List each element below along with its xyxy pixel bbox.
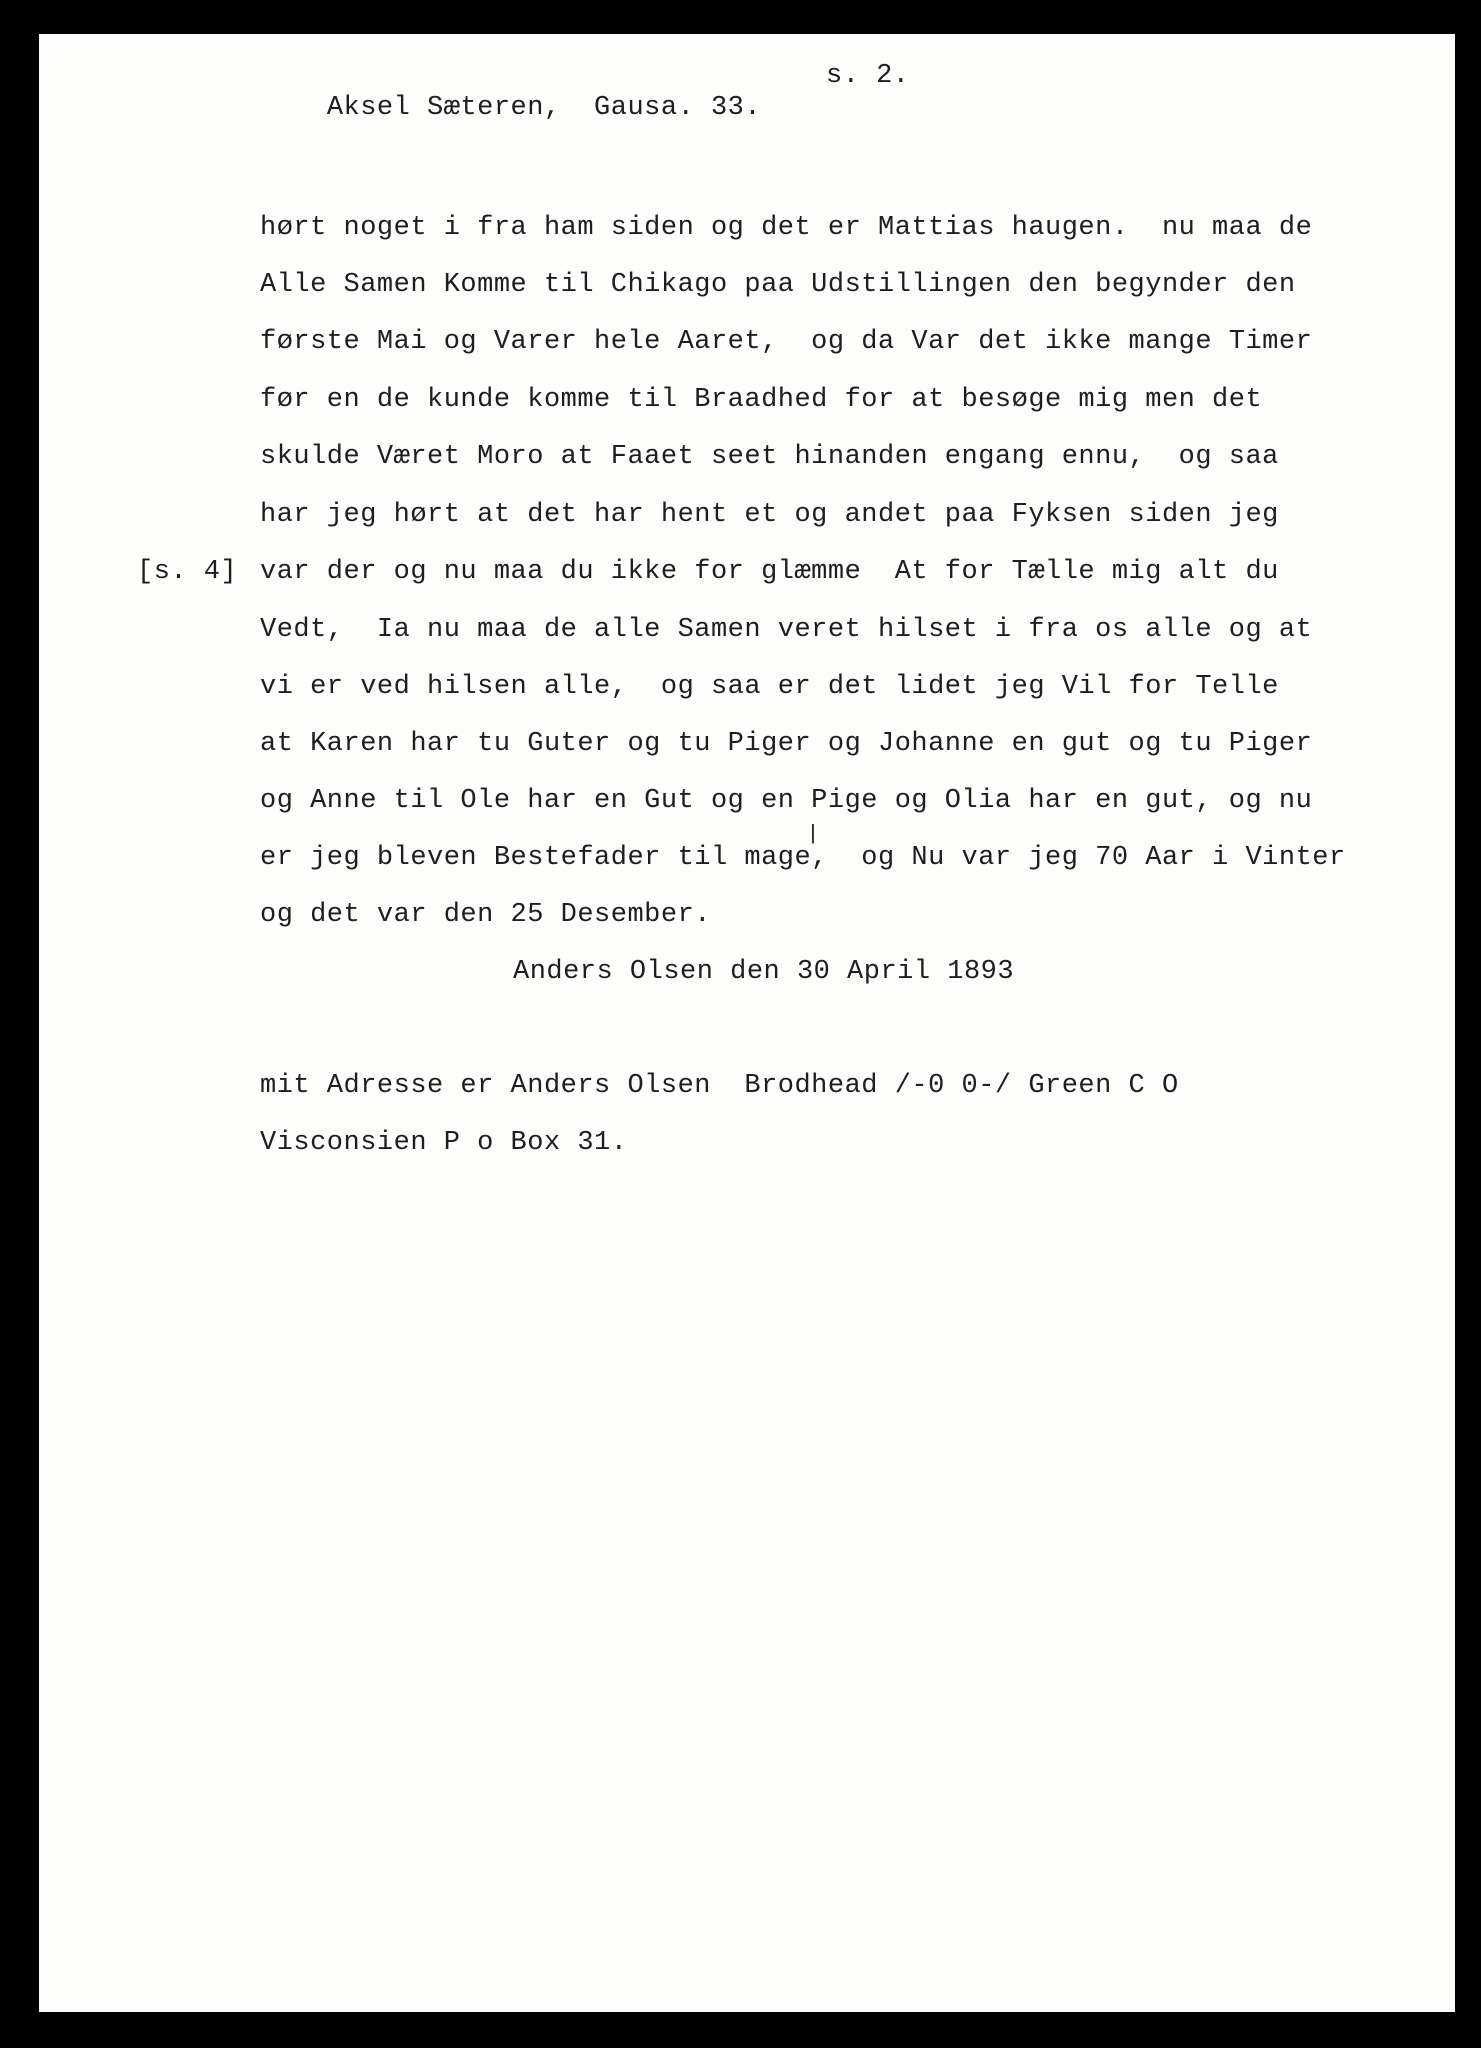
page-number: s. 2.	[826, 61, 910, 91]
body-line: Vedt, Ia nu maa de alle Samen veret hilset i fra os alle og at	[260, 615, 1313, 645]
body-line: at Karen har tu Guter og tu Piger og Johanne en gut og tu Piger	[260, 729, 1313, 759]
header-title: Aksel Sæteren, Gausa. 33.	[326, 93, 762, 123]
body-line: før en de kunde komme til Braadhed for at besøge mig men det	[260, 385, 1263, 415]
body-line: og det var den 25 Desember.	[260, 900, 711, 930]
body-line: var der og nu maa du ikke for glæmme At for Tælle mig alt du	[260, 557, 1279, 587]
page-header	[260, 60, 910, 188]
body-line: er jeg bleven Bestefader til mage, og Nu var jeg 70 Aar i Vinter	[260, 843, 1346, 873]
body-line: vi er ved hilsen alle, og saa er det lidet jeg Vil for Telle	[260, 672, 1279, 702]
address-line: Visconsien P o Box 31.	[260, 1128, 628, 1158]
address-line: mit Adresse er Anders Olsen Brodhead /-0 0-/ Green C O	[260, 1071, 1179, 1101]
body-line: første Mai og Varer hele Aaret, og da Var det ikke mange Timer	[260, 327, 1313, 357]
body-line: hørt noget i fra ham siden og det er Mattias haugen. nu maa de	[260, 213, 1313, 243]
signature-line: Anders Olsen den 30 April 1893	[513, 957, 1015, 987]
body-line: har jeg hørt at det har hent et og andet paa Fyksen siden jeg	[260, 500, 1279, 530]
document-page	[39, 34, 1455, 2012]
body-line: og Anne til Ole har en Gut og en Pige og Olia har en gut, og nu	[260, 786, 1313, 816]
body-line: Alle Samen Komme til Chikago paa Udstillingen den begynder den	[260, 270, 1296, 300]
body-line: skulde Været Moro at Faaet seet hinanden engang ennu, og saa	[260, 442, 1279, 472]
margin-note: [s. 4]	[137, 557, 238, 587]
handwritten-insert-mark: ǀ	[810, 820, 816, 844]
